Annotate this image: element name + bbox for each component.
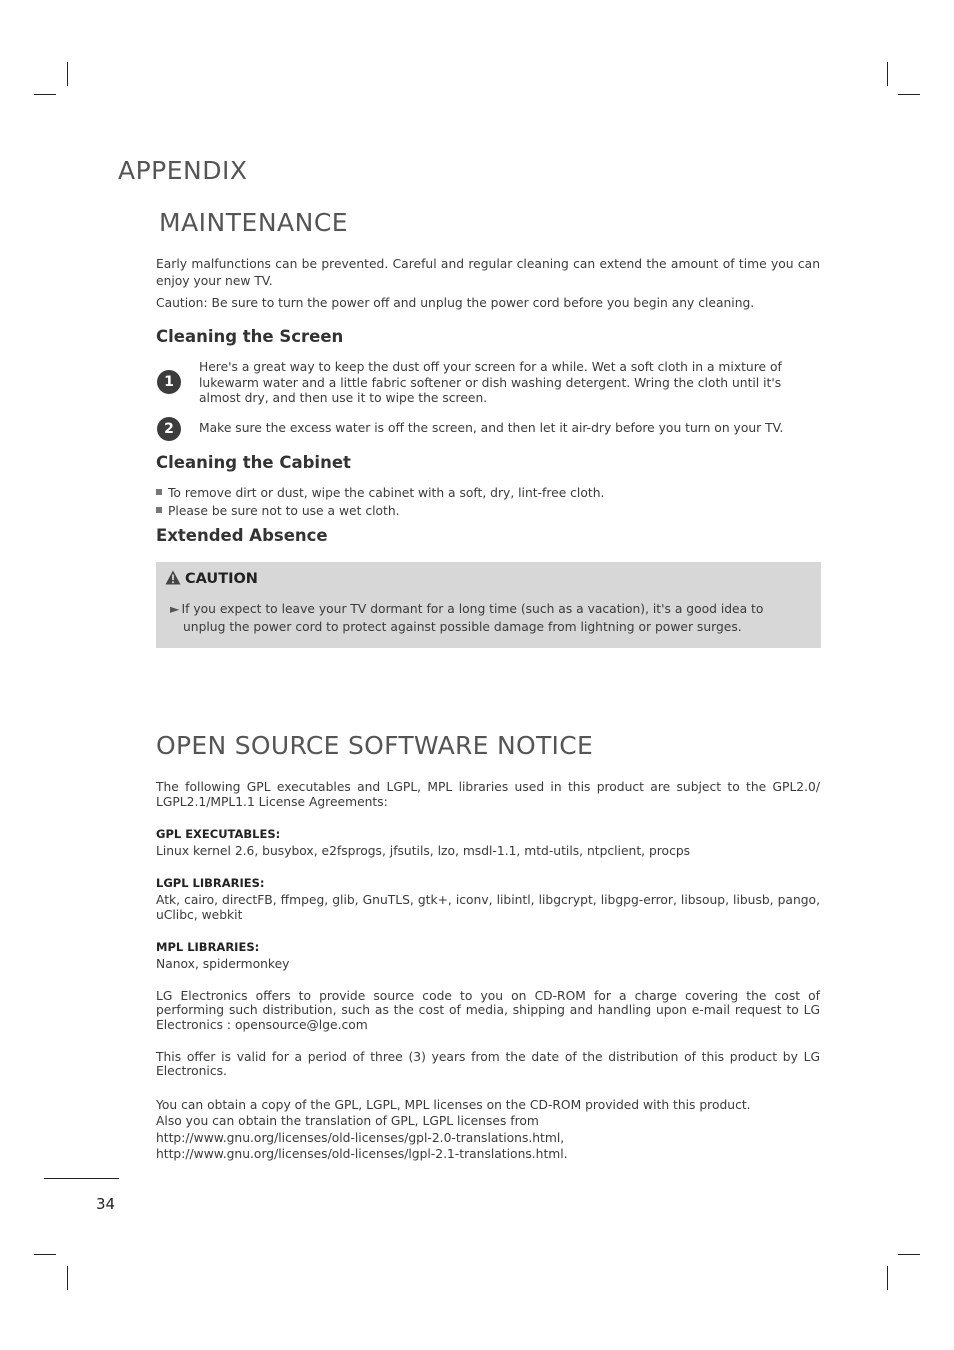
step-text-2: Make sure the excess water is off the screen, and then let it air-dry before you turn on your TV. [199,421,784,435]
crop-mark [34,94,56,95]
crop-mark [67,62,68,86]
list-item [156,486,604,500]
list-item-text: Please be sure not to use a wet cloth. [168,504,400,518]
maintenance-heading: MAINTENANCE [159,208,349,237]
lgpl-list: Atk, cairo, directFB, ffmpeg, glib, GnuTLS, gtk+, iconv, libintl, libgcrypt, libgpg-error, libsoup, libusb, pango, uClibc, webkit [156,893,820,922]
crop-mark [898,94,920,95]
oss-offer: LG Electronics offers to provide source code to you on CD-ROM for a charge covering the cost of performing such distribution, such as the cost of media, shipping and handling upon e-mail request to LG Electronics : opensource@lge.com [156,989,820,1032]
crop-mark [34,1254,56,1255]
crop-mark [887,1266,888,1290]
caution-text [170,600,800,636]
caution-text-line2: unplug the power cord to protect against possible damage from lightning or power surges. [183,620,742,634]
oss-heading: OPEN SOURCE SOFTWARE NOTICE [156,731,594,760]
oss-obtain-line2: Also you can obtain the translation of GPL, LGPL licenses from [156,1114,539,1129]
maintenance-intro: Early malfunctions can be prevented. Careful and regular cleaning can extend the amount of time you can enjoy your new TV. [156,257,820,288]
crop-mark [67,1266,68,1290]
page-number: 34 [96,1195,116,1213]
caution-label: CAUTION [185,571,258,587]
mpl-label: MPL LIBRARIES: [156,940,260,954]
gpl-list: Linux kernel 2.6, busybox, e2fsprogs, jfsutils, lzo, msdl-1.1, mtd-utils, ntpclient, procps [156,844,691,858]
gpl-label: GPL EXECUTABLES: [156,827,281,841]
section-title: APPENDIX [118,156,248,185]
warning-icon [165,570,181,585]
list-item-text: To remove dirt or dust, wipe the cabinet with a soft, dry, lint-free cloth. [168,486,605,500]
cleaning-cabinet-heading: Cleaning the Cabinet [156,453,351,472]
cleaning-screen-heading: Cleaning the Screen [156,327,344,346]
arrow-right-icon: ► [170,602,180,616]
lgpl-label: LGPL LIBRARIES: [156,876,265,890]
oss-intro: The following GPL executables and LGPL, MPL libraries used in this product are subject to the GPL2.0/ LGPL2.1/MPL1.1 License Agreements: [156,780,820,809]
square-bullet-icon [156,489,162,495]
crop-mark [898,1254,920,1255]
caution-box [156,562,821,648]
step-number-2: 2 [157,417,181,441]
extended-absence-heading: Extended Absence [156,526,328,545]
caution-text-line1: If you expect to leave your TV dormant for a long time (such as a vacation), it's a good idea to [181,602,764,616]
gpl-translations-link: http://www.gnu.org/licenses/old-licenses/gpl-2.0-translations.html, [156,1130,565,1145]
maintenance-caution-line: Caution: Be sure to turn the power off and unplug the power cord before you begin any cleaning. [156,296,755,310]
lgpl-translations-link: http://www.gnu.org/licenses/old-licenses/lgpl-2.1-translations.html. [156,1146,568,1161]
mpl-list: Nanox, spidermonkey [156,957,290,971]
footer-rule [44,1178,119,1179]
oss-validity: This offer is valid for a period of three (3) years from the date of the distribution of this product by LG Electronics. [156,1050,820,1079]
step-text-1: Here's a great way to keep the dust off your screen for a while. Wet a soft cloth in a mixture of lukewarm water and a little fabric softener or dish washing detergent. Wring the cloth until it's almost dry, and then use it to wipe the screen. [199,360,782,405]
caution-title [165,570,258,587]
square-bullet-icon [156,507,162,513]
oss-obtain-line1: You can obtain a copy of the GPL, LGPL, MPL licenses on the CD-ROM provided with this product. [156,1098,751,1112]
oss-obtain [156,1097,820,1162]
step-number-1: 1 [157,370,181,394]
crop-mark [887,62,888,86]
list-item [156,504,400,518]
